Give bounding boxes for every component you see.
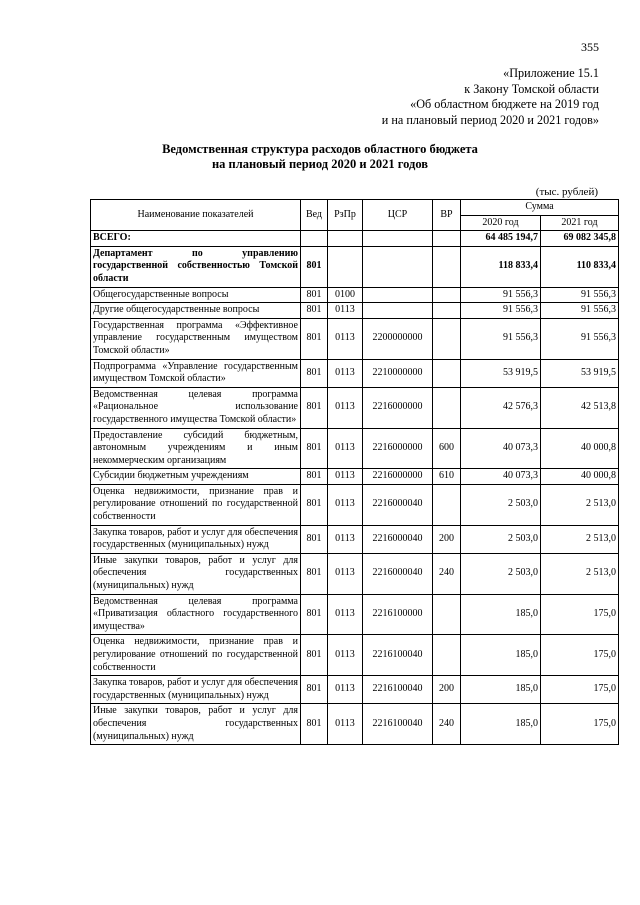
cell-vr: 240 xyxy=(433,704,461,745)
header-sum: Сумма xyxy=(461,200,619,216)
appendix-line: и на плановый период 2020 и 2021 годов» xyxy=(381,112,599,127)
cell-vr xyxy=(433,359,461,387)
cell-2021: 42 513,8 xyxy=(541,387,619,428)
cell-rzpr: 0113 xyxy=(328,635,363,676)
cell-name: Оценка недвижимости, признание прав и регулирование отношений по государственной собственности xyxy=(91,635,301,676)
cell-2020: 185,0 xyxy=(461,635,541,676)
table-row xyxy=(91,553,619,594)
header-2020: 2020 год xyxy=(461,215,541,231)
cell-vr xyxy=(433,594,461,635)
cell-2021: 175,0 xyxy=(541,635,619,676)
cell-name: Подпрограмма «Управление государственным имуществом Томской области» xyxy=(91,359,301,387)
cell-2020: 2 503,0 xyxy=(461,484,541,525)
cell-2020: 91 556,3 xyxy=(461,303,541,319)
cell-csr: 2216100040 xyxy=(363,635,433,676)
cell-csr xyxy=(363,246,433,287)
cell-2020: 2 503,0 xyxy=(461,525,541,553)
cell-2021: 91 556,3 xyxy=(541,287,619,303)
cell-csr: 2216000000 xyxy=(363,428,433,469)
cell-ved: 801 xyxy=(301,469,328,485)
cell-name: Предоставление субсидий бюджетным, автономным учреждениям и иным некоммерческим организациям xyxy=(91,428,301,469)
cell-vr xyxy=(433,287,461,303)
cell-2021: 40 000,8 xyxy=(541,428,619,469)
cell-vr xyxy=(433,246,461,287)
cell-ved: 801 xyxy=(301,287,328,303)
cell-rzpr: 0113 xyxy=(328,318,363,359)
cell-name: Оценка недвижимости, признание прав и регулирование отношений по государственной собственности xyxy=(91,484,301,525)
cell-2021: 2 513,0 xyxy=(541,525,619,553)
cell-csr xyxy=(363,287,433,303)
cell-name: Ведомственная целевая программа «Приватизация областного государственного имущества» xyxy=(91,594,301,635)
cell-2020: 53 919,5 xyxy=(461,359,541,387)
header-2021: 2021 год xyxy=(541,215,619,231)
total-row xyxy=(91,231,619,247)
cell-vr: 610 xyxy=(433,469,461,485)
cell-rzpr: 0113 xyxy=(328,387,363,428)
cell-2020: 185,0 xyxy=(461,704,541,745)
cell-2020: 40 073,3 xyxy=(461,469,541,485)
cell-csr: 2210000000 xyxy=(363,359,433,387)
table-row xyxy=(91,635,619,676)
cell-csr: 2216000040 xyxy=(363,525,433,553)
cell-2021: 175,0 xyxy=(541,594,619,635)
cell-rzpr: 0113 xyxy=(328,303,363,319)
cell-2020: 40 073,3 xyxy=(461,428,541,469)
title-line: на плановый период 2020 и 2021 годов xyxy=(211,157,429,171)
cell-2020: 185,0 xyxy=(461,676,541,704)
cell-vr: 240 xyxy=(433,553,461,594)
cell-2021: 53 919,5 xyxy=(541,359,619,387)
cell-2021: 175,0 xyxy=(541,704,619,745)
cell-rzpr: 0113 xyxy=(328,594,363,635)
cell-name: Государственная программа «Эффективное управление государственным имуществом Томской области» xyxy=(91,318,301,359)
cell-rzpr: 0113 xyxy=(328,704,363,745)
cell-ved: 801 xyxy=(301,594,328,635)
cell-vr xyxy=(433,303,461,319)
table-row xyxy=(91,469,619,485)
table-row xyxy=(91,676,619,704)
cell-name: Другие общегосударственные вопросы xyxy=(91,303,301,319)
table-row xyxy=(91,428,619,469)
cell-ved: 801 xyxy=(301,553,328,594)
units-label: (тыс. рублей) xyxy=(535,186,598,198)
cell-rzpr: 0113 xyxy=(328,553,363,594)
cell-2021: 175,0 xyxy=(541,676,619,704)
table-row xyxy=(91,387,619,428)
total-2021: 69 082 345,8 xyxy=(541,231,619,247)
cell-csr: 2216000000 xyxy=(363,469,433,485)
cell-ved: 801 xyxy=(301,303,328,319)
cell-2020: 2 503,0 xyxy=(461,553,541,594)
cell-ved: 801 xyxy=(301,428,328,469)
page-number: 355 xyxy=(581,40,599,54)
cell-rzpr xyxy=(328,246,363,287)
cell-ved: 801 xyxy=(301,359,328,387)
cell-csr: 2216000040 xyxy=(363,553,433,594)
header-rzpr: РзПр xyxy=(328,200,363,231)
appendix-line: к Закону Томской области xyxy=(464,81,599,96)
table-row xyxy=(91,704,619,745)
title-line: Ведомственная структура расходов областного бюджета xyxy=(162,142,478,156)
table-row xyxy=(91,318,619,359)
table-row xyxy=(91,359,619,387)
cell-rzpr: 0113 xyxy=(328,359,363,387)
cell-2021: 2 513,0 xyxy=(541,553,619,594)
cell-csr xyxy=(363,303,433,319)
cell-vr xyxy=(433,387,461,428)
cell-vr: 600 xyxy=(433,428,461,469)
cell-vr: 200 xyxy=(433,676,461,704)
cell-vr: 200 xyxy=(433,525,461,553)
header-csr: ЦСР xyxy=(363,200,433,231)
cell-ved: 801 xyxy=(301,525,328,553)
cell-ved: 801 xyxy=(301,387,328,428)
cell-2020: 185,0 xyxy=(461,594,541,635)
cell-2021: 91 556,3 xyxy=(541,303,619,319)
cell-vr xyxy=(433,635,461,676)
cell-2020: 91 556,3 xyxy=(461,318,541,359)
cell-ved: 801 xyxy=(301,635,328,676)
table-row xyxy=(91,303,619,319)
cell-name: Общегосударственные вопросы xyxy=(91,287,301,303)
cell-2020: 91 556,3 xyxy=(461,287,541,303)
table-row xyxy=(91,525,619,553)
appendix-line: «Приложение 15.1 xyxy=(503,66,599,80)
cell-ved: 801 xyxy=(301,246,328,287)
cell-rzpr: 0113 xyxy=(328,428,363,469)
cell-2020: 42 576,3 xyxy=(461,387,541,428)
cell-csr: 2216000040 xyxy=(363,484,433,525)
cell-ved: 801 xyxy=(301,704,328,745)
cell-vr xyxy=(433,484,461,525)
document-title xyxy=(0,142,640,172)
cell-vr xyxy=(433,318,461,359)
cell-name: Ведомственная целевая программа «Рациональное использование государственного имущества Томской области» xyxy=(91,387,301,428)
header-name: Наименование показателей xyxy=(91,200,301,231)
cell-ved: 801 xyxy=(301,318,328,359)
cell-csr: 2200000000 xyxy=(363,318,433,359)
cell-rzpr: 0113 xyxy=(328,469,363,485)
cell-csr: 2216100000 xyxy=(363,594,433,635)
cell-rzpr: 0113 xyxy=(328,484,363,525)
cell-2021: 2 513,0 xyxy=(541,484,619,525)
budget-table xyxy=(90,199,619,745)
total-2020: 64 485 194,7 xyxy=(461,231,541,247)
cell-name: Закупка товаров, работ и услуг для обеспечения государственных (муниципальных) нужд xyxy=(91,525,301,553)
cell-name: Субсидии бюджетным учреждениям xyxy=(91,469,301,485)
cell-name: Иные закупки товаров, работ и услуг для обеспечения государственных (муниципальных) нужд xyxy=(91,553,301,594)
cell-ved: 801 xyxy=(301,676,328,704)
cell-name: Закупка товаров, работ и услуг для обеспечения государственных (муниципальных) нужд xyxy=(91,676,301,704)
cell-rzpr: 0113 xyxy=(328,525,363,553)
header-vr: ВР xyxy=(433,200,461,231)
cell-rzpr: 0113 xyxy=(328,676,363,704)
cell-2020: 118 833,4 xyxy=(461,246,541,287)
table-row xyxy=(91,594,619,635)
appendix-heading xyxy=(382,66,599,128)
total-label: ВСЕГО: xyxy=(91,231,301,247)
table-row xyxy=(91,246,619,287)
cell-csr: 2216100040 xyxy=(363,704,433,745)
appendix-line: «Об областном бюджете на 2019 год xyxy=(410,97,599,111)
cell-csr: 2216000000 xyxy=(363,387,433,428)
header-ved: Вед xyxy=(301,200,328,231)
cell-name: Департамент по управлению государственной собственностью Томской области xyxy=(91,246,301,287)
cell-2021: 91 556,3 xyxy=(541,318,619,359)
cell-rzpr: 0100 xyxy=(328,287,363,303)
cell-2021: 40 000,8 xyxy=(541,469,619,485)
table-row xyxy=(91,484,619,525)
table-row xyxy=(91,287,619,303)
cell-ved: 801 xyxy=(301,484,328,525)
cell-name: Иные закупки товаров, работ и услуг для обеспечения государственных (муниципальных) нужд xyxy=(91,704,301,745)
cell-2021: 110 833,4 xyxy=(541,246,619,287)
cell-csr: 2216100040 xyxy=(363,676,433,704)
